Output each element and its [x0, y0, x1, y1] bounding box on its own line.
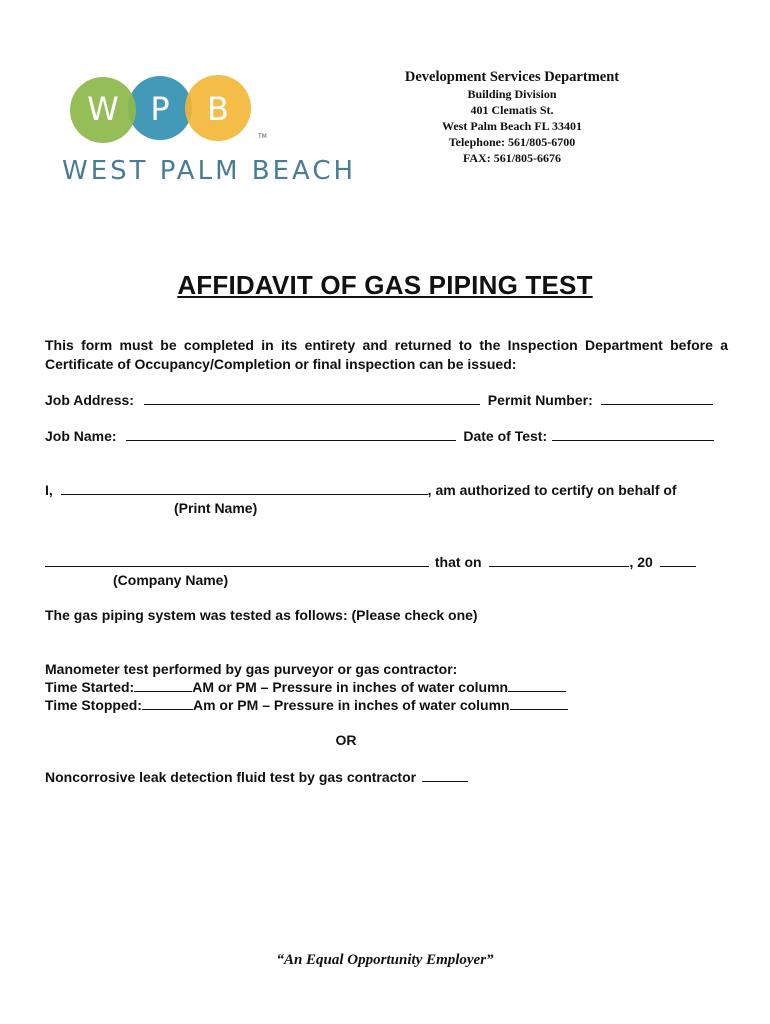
- tested-as-text: The gas piping system was tested as follows: (Please check one): [45, 607, 478, 623]
- noncorrosive-row: [45, 768, 468, 786]
- year-field[interactable]: [660, 553, 696, 567]
- wpb-logo-graphic: [62, 74, 357, 224]
- noncorrosive-check-field[interactable]: [422, 768, 468, 782]
- job-address-row: [45, 391, 713, 409]
- telephone: Telephone: 561/805-6700: [448, 135, 576, 149]
- logo-wordmark: WEST PALM BEACH: [62, 156, 357, 186]
- am-pm-text-1: AM or PM – Pressure in inches of water column: [192, 679, 509, 695]
- manometer-heading: Manometer test performed by gas purveyor or gas contractor:: [45, 661, 458, 677]
- time-started-label: Time Started:: [45, 679, 135, 695]
- i-prefix: I,: [45, 482, 53, 498]
- header-address-block: [380, 68, 644, 166]
- logo-letter-w: W: [87, 90, 119, 128]
- date-of-test-field[interactable]: [552, 427, 714, 441]
- that-on-text: that on: [434, 554, 482, 570]
- or-divider: OR: [335, 732, 357, 748]
- company-name-caption: (Company Name): [113, 572, 229, 588]
- logo-letter-b: B: [207, 90, 229, 128]
- print-name-caption: (Print Name): [174, 500, 258, 516]
- time-stopped-field[interactable]: [142, 696, 193, 710]
- certifier-row: [45, 481, 677, 499]
- test-date-field[interactable]: [489, 553, 629, 567]
- authorized-text: , am authorized to certify on behalf of: [427, 482, 677, 498]
- pressure-stop-field[interactable]: [510, 696, 568, 710]
- city-address: West Palm Beach FL 33401: [442, 119, 582, 133]
- year-prefix: , 20: [629, 554, 653, 570]
- time-started-field[interactable]: [134, 678, 192, 692]
- job-name-label: Job Name:: [45, 428, 117, 444]
- street-address: 401 Clematis St.: [470, 103, 554, 117]
- noncorrosive-text: Noncorrosive leak detection fluid test by gas contractor: [45, 769, 417, 785]
- job-address-label: Job Address:: [45, 392, 134, 408]
- time-stopped-row: [45, 696, 568, 714]
- page-title: AFFIDAVIT OF GAS PIPING TEST: [177, 270, 593, 300]
- date-of-test-label: Date of Test:: [463, 428, 548, 444]
- job-name-row: [45, 427, 714, 445]
- job-address-field[interactable]: [144, 391, 480, 405]
- permit-number-field[interactable]: [601, 391, 713, 405]
- print-name-field[interactable]: [61, 481, 428, 495]
- time-stopped-label: Time Stopped:: [45, 697, 142, 713]
- division-name: Building Division: [467, 87, 557, 101]
- fax: FAX: 561/805-6676: [462, 151, 562, 165]
- time-started-row: [45, 678, 566, 696]
- company-row: [45, 553, 696, 571]
- job-name-field[interactable]: [126, 427, 456, 441]
- wpb-logo: [62, 74, 357, 192]
- am-pm-text-2: Am or PM – Pressure in inches of water column: [192, 697, 510, 713]
- footer-text: “An Equal Opportunity Employer”: [276, 952, 494, 968]
- company-name-field[interactable]: [45, 553, 429, 567]
- logo-trademark: TM: [258, 133, 267, 140]
- intro-paragraph: This form must be completed in its entirety and returned to the Inspection Department before a Certificate of Occupancy/Completion or final inspection can be issued:: [45, 337, 728, 372]
- pressure-start-field[interactable]: [508, 678, 566, 692]
- department-name: Development Services Department: [404, 69, 620, 85]
- logo-letter-p: P: [150, 90, 170, 128]
- permit-number-label: Permit Number:: [487, 392, 593, 408]
